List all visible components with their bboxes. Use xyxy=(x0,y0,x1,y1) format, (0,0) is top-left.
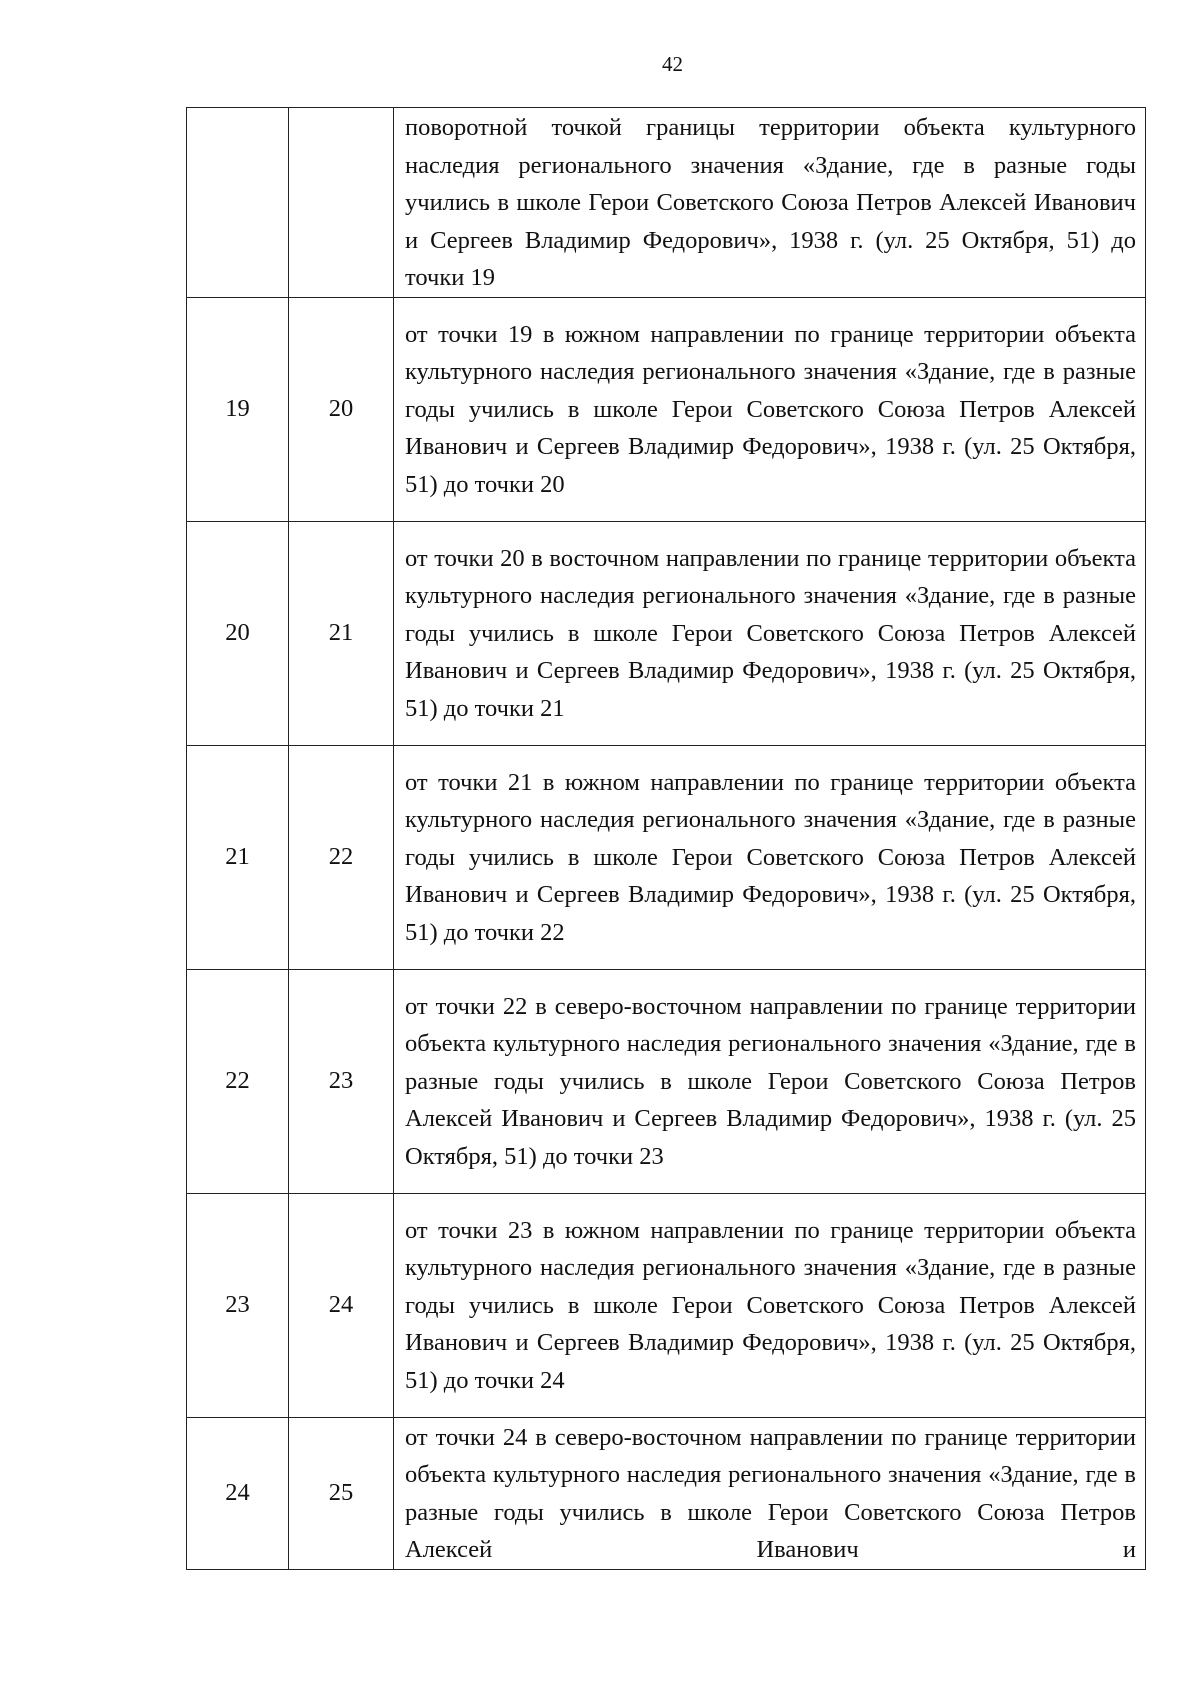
table-row xyxy=(187,1193,1146,1417)
table-row xyxy=(187,745,1146,969)
page-number: 42 xyxy=(662,52,683,76)
table-row xyxy=(187,297,1146,521)
to-point-cell: 20 xyxy=(289,297,394,521)
boundary-description-cell: от точки 19 в южном направлении по границе территории объекта культурного наследия регионального значения «Здание, где в разные годы учились в школе Герои Советского Союза Петров Алексей Иванович и Сергеев Владимир Федорович», 1938 г. (ул. 25 Октября, 51) до точки 20 xyxy=(394,297,1146,521)
table-row xyxy=(187,521,1146,745)
table-row xyxy=(187,108,1146,298)
boundary-description-cell: от точки 24 в северо-восточном направлении по границе территории объекта культурного наследия регионального значения «Здание, где в разные годы учились в школе Герои Советского Союза Петров Алексей Иванович и xyxy=(394,1417,1146,1569)
table-row xyxy=(187,1417,1146,1569)
boundary-description-cell: от точки 20 в восточном направлении по границе территории объекта культурного наследия регионального значения «Здание, где в разные годы учились в школе Герои Советского Союза Петров Алексей Иванович и Сергеев Владимир Федорович», 1938 г. (ул. 25 Октября, 51) до точки 21 xyxy=(394,521,1146,745)
from-point-cell: 20 xyxy=(187,521,289,745)
to-point-cell xyxy=(289,108,394,298)
from-point-cell xyxy=(187,108,289,298)
boundary-points-table xyxy=(186,107,1146,1570)
to-point-cell: 21 xyxy=(289,521,394,745)
from-point-cell: 24 xyxy=(187,1417,289,1569)
to-point-cell: 24 xyxy=(289,1193,394,1417)
boundary-description-cell: от точки 22 в северо-восточном направлении по границе территории объекта культурного наследия регионального значения «Здание, где в разные годы учились в школе Герои Советского Союза Петров Алексей Иванович и Сергеев Владимир Федорович», 1938 г. (ул. 25 Октября, 51) до точки 23 xyxy=(394,969,1146,1193)
from-point-cell: 19 xyxy=(187,297,289,521)
to-point-cell: 22 xyxy=(289,745,394,969)
from-point-cell: 21 xyxy=(187,745,289,969)
boundary-description-cell: от точки 21 в южном направлении по границе территории объекта культурного наследия регионального значения «Здание, где в разные годы учились в школе Герои Советского Союза Петров Алексей Иванович и Сергеев Владимир Федорович», 1938 г. (ул. 25 Октября, 51) до точки 22 xyxy=(394,745,1146,969)
to-point-cell: 25 xyxy=(289,1417,394,1569)
from-point-cell: 22 xyxy=(187,969,289,1193)
boundary-description-cell: от точки 23 в южном направлении по границе территории объекта культурного наследия регионального значения «Здание, где в разные годы учились в школе Герои Советского Союза Петров Алексей Иванович и Сергеев Владимир Федорович», 1938 г. (ул. 25 Октября, 51) до точки 24 xyxy=(394,1193,1146,1417)
to-point-cell: 23 xyxy=(289,969,394,1193)
boundary-description-cell: поворотной точкой границы территории объекта культурного наследия регионального значения «Здание, где в разные годы учились в школе Герои Советского Союза Петров Алексей Иванович и Сергеев Владимир Федорович», 1938 г. (ул. 25 Октября, 51) до точки 19 xyxy=(394,108,1146,298)
from-point-cell: 23 xyxy=(187,1193,289,1417)
table-row xyxy=(187,969,1146,1193)
